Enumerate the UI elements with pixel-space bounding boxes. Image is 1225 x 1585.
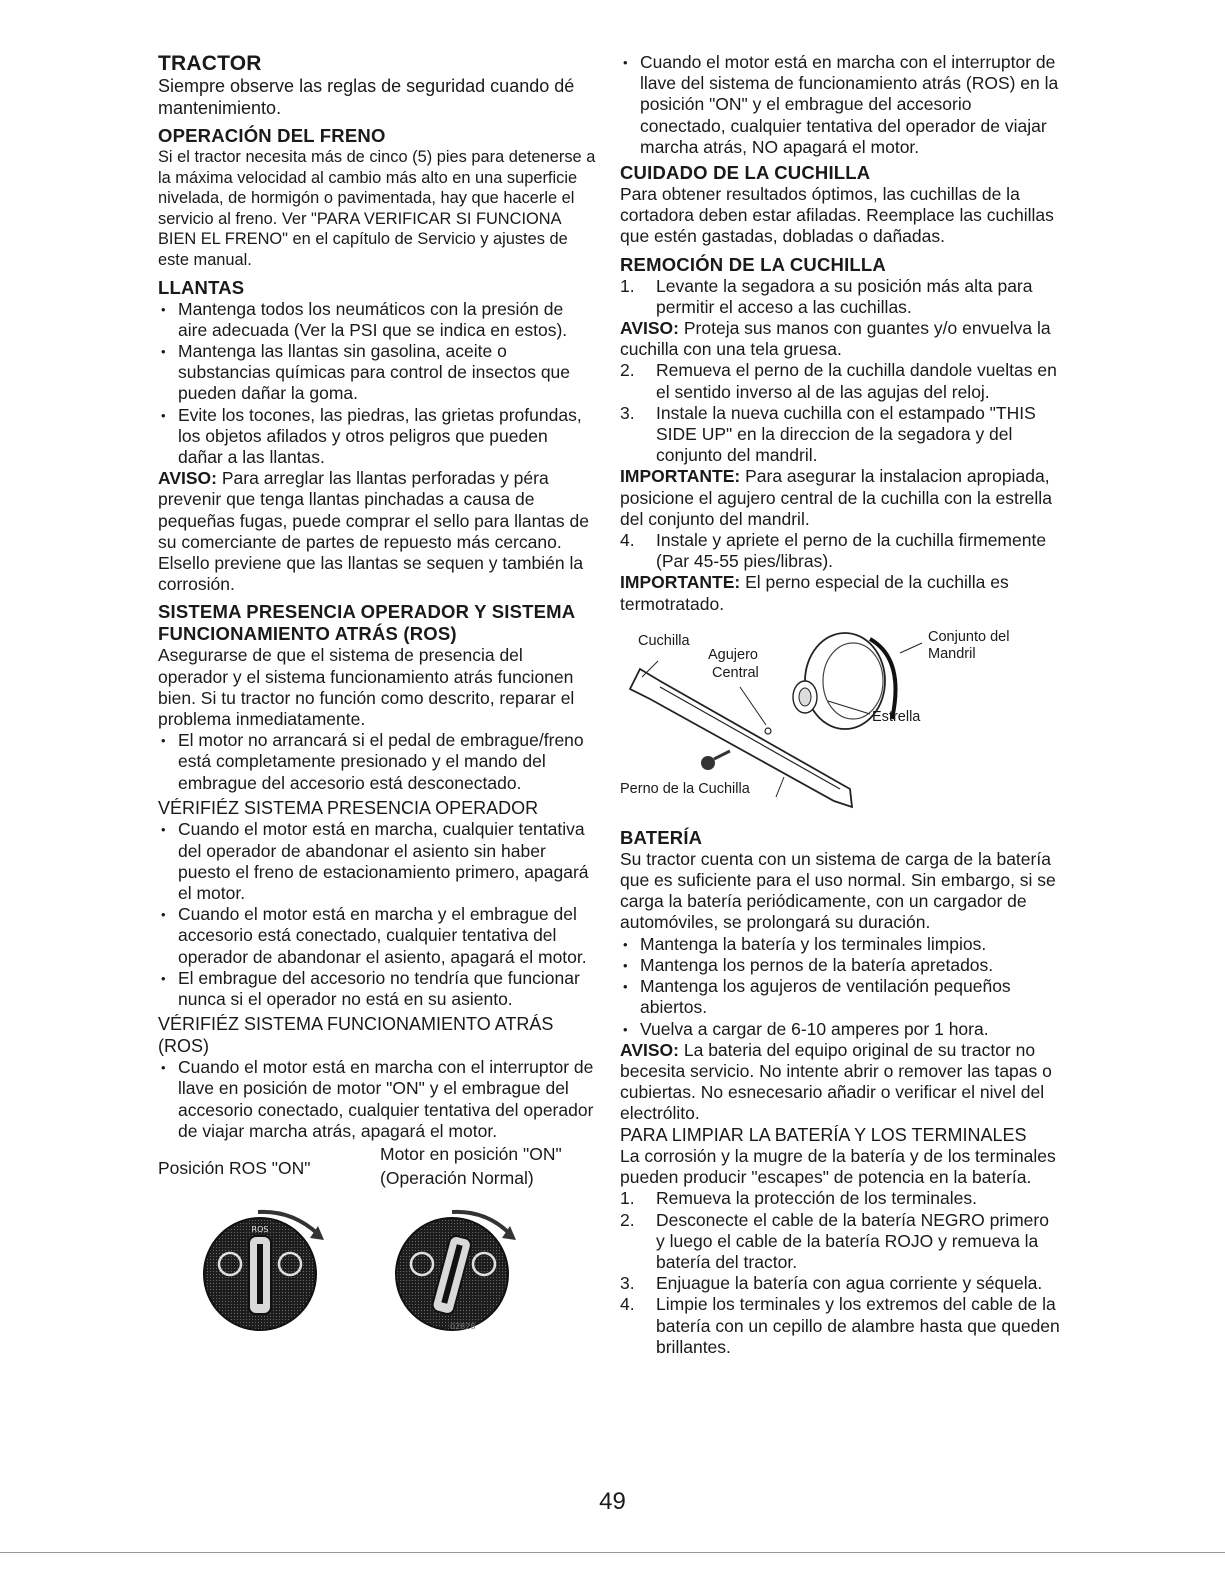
list-item: 2. Desconecte el cable de la batería NEGRO primero y luego el cable de la batería ROJO y remueva la batería del tractor. <box>620 1209 1049 1273</box>
list-item: 2. Remueva el perno de la cuchilla dandole vueltas en el sentido inverso al de las agujas del reloj. <box>620 360 1057 402</box>
list-item: • Vuelva a cargar de 6-10 amperes por 1 hora. <box>620 1019 1060 1040</box>
caption-motor-on: Motor en posición "ON" <box>380 1143 562 1164</box>
label-mandrel-1: Conjunto del <box>928 628 1010 645</box>
blade-care-text: Para obtener resultados óptimos, las cuchillas de la cortadora deben estar afiladas. Reemplace las cuchillas que estén gastadas, dobladas o dañadas. <box>620 184 1054 247</box>
brake-text: Si el tractor necesita más de cinco (5) pies para detenerse a la máxima velocidad al cambio más alto en una superficie nivelada, de hormigón o pavimentada, hay que hacerle el servicio al freno. Ver "PARA VERIFICAR SI FUNCIONA BIEN EL FRENO" en el capítulo de Servicio y ajustes de este manual. <box>158 148 596 269</box>
label-blade: Cuchilla <box>638 632 690 649</box>
list-item: 1. Levante la segadora a su posición más alta para permitir el acceso a las cuchillas. <box>620 275 1033 317</box>
caption-normal-operation: (Operación Normal) <box>380 1167 534 1188</box>
blade-diagram <box>620 629 1060 819</box>
battery-text: Su tractor cuenta con un sistema de carga de la batería que es suficiente para el uso normal. Sin embargo, si se carga la batería periódicamente, con un cargador de automóviles, se prolongará su duración. <box>620 848 1056 933</box>
label-center-hole-1: Agujero <box>708 646 758 663</box>
list-item: • Mantenga las llantas sin gasolina, aceite o substancias químicas para control de insectos que pueden dañar la goma. <box>158 341 596 405</box>
left-column <box>158 52 596 1331</box>
list-item: • Mantenga la batería y los terminales limpios. <box>620 934 1060 955</box>
blade-removal-steps-c <box>620 530 1060 572</box>
right-column <box>620 52 1060 1358</box>
list-item: • El embrague del accesorio no tendría que funcionar nunca si el operador no está en su asiento. <box>158 968 596 1010</box>
ros-text: Asegurarse de que el sistema de presencia del operador y el sistema funcionamiento atrás funcionen bien. Si tu tractor no función como descrito, reparar el problema inmediatamente. <box>158 645 575 730</box>
notice-text: Para arreglar las llantas perforadas y péra prevenir que tenga llantas pinchadas a causa de pequeñas fugas, puede comprar el sello para llantas de su comerciante de partes de repuesto más cercano. Elsello previene que las llantas se sequen y también la corrosión. <box>158 468 589 595</box>
verify-ros-heading: VÉRIFIÉZ SISTEMA FUNCIONAMIENTO ATRÁS (ROS) <box>158 1014 554 1056</box>
important-notice-2: IMPORTANTE: El perno especial de la cuchilla es termotratado. <box>620 572 1009 614</box>
list-item: 1. Remueva la protección de los terminales. <box>620 1188 977 1209</box>
label-star: Estrella <box>872 708 921 725</box>
label-blade-bolt: Perno de la Cuchilla <box>620 780 750 797</box>
verify-operator-heading: VÉRIFIÉZ SISTEMA PRESENCIA OPERADOR <box>158 797 539 818</box>
tires-heading: LLANTAS <box>158 276 245 298</box>
label-center-hole-2: Central <box>712 664 759 681</box>
bottom-rule <box>0 1552 1225 1553</box>
battery-notice: AVISO: La bateria del equipo original de su tractor no becesita servicio. No intente abrir o remover las tapas o cubiertas. No esnecesario añadir o verificar el nivel del electrólito. <box>620 1039 1052 1124</box>
blade-removal-heading: REMOCIÓN DE LA CUCHILLA <box>620 253 886 275</box>
ros-heading: SISTEMA PRESENCIA OPERADOR Y SISTEMA FUNCIONAMIENTO ATRÁS (ROS) <box>158 601 575 645</box>
figure-code: 02828 <box>450 1321 476 1331</box>
notice-label: AVISO: <box>158 468 217 489</box>
ros-list <box>158 730 596 794</box>
page-number: 49 <box>599 1488 626 1515</box>
list-item: • Mantenga todos los neumáticos con la presión de aire adecuada (Ver la PSI que se indica en estos). <box>158 299 596 341</box>
tractor-heading: TRACTOR <box>158 52 262 75</box>
caption-ros-on: Posición ROS "ON" <box>158 1157 311 1178</box>
list-item: 3. Instale la nueva cuchilla con el estampado "THIS SIDE UP" en la direccion de la segadora y del conjunto del mandril. <box>620 402 1036 466</box>
tires-notice <box>158 468 596 595</box>
verify-operator-list <box>158 819 596 1010</box>
battery-list <box>620 934 1060 1040</box>
important-notice-1: IMPORTANTE: Para asegurar la instalacion apropiada, posicione el agujero central de la cuchilla con la estrella del conjunto del mandril. <box>620 466 1052 529</box>
ros-list-continued <box>620 52 1060 158</box>
list-item: • Cuando el motor está en marcha con el interruptor de llave en posición de motor "ON" y el embrague del accesorio conectado, cualquier tentativa del operador de viajar marcha atrás, apagará el motor. <box>158 1057 596 1142</box>
tires-list <box>158 299 596 469</box>
list-item: • El motor no arrancará si el pedal de embrague/freno está completamente presionado y el mando del embrague del accesorio está desconectado. <box>158 730 596 794</box>
verify-ros-list <box>158 1057 596 1142</box>
list-item: • Cuando el motor está en marcha y el embrague del accesorio está conectado, cualquier tentativa del operador de abandonar el asiento, apagará el motor. <box>158 904 596 968</box>
list-item: • Mantenga los agujeros de ventilación pequeños abiertos. <box>620 976 1060 1018</box>
key-switch-figure <box>158 1143 596 1331</box>
key-switch-motor-on-icon <box>390 1204 520 1334</box>
label-mandrel-2: Mandril <box>928 645 976 662</box>
clean-battery-text: La corrosión y la mugre de la batería y de los terminales pueden producir "escapes" de potencia en la batería. <box>620 1146 1056 1188</box>
blade-removal-steps-b <box>620 360 1060 466</box>
brake-heading: OPERACIÓN DEL FRENO <box>158 125 386 146</box>
gloves-notice: AVISO: Proteja sus manos con guantes y/o envuelva la cuchilla con una tela gruesa. <box>620 318 1051 360</box>
list-item: 4. Instale y apriete el perno de la cuchilla firmemente (Par 45-55 pies/libras). <box>620 530 1047 572</box>
battery-heading: BATERÍA <box>620 826 703 848</box>
clean-battery-steps <box>620 1188 1060 1358</box>
tractor-intro: Siempre observe las reglas de seguridad cuando dé mantenimiento. <box>158 76 575 118</box>
clean-battery-heading: PARA LIMPIAR LA BATERÍA Y LOS TERMINALES <box>620 1124 1027 1145</box>
list-item: • Mantenga los pernos de la batería apretados. <box>620 955 1060 976</box>
blade-care-heading: CUIDADO DE LA CUCHILLA <box>620 162 871 184</box>
blade-removal-steps-a <box>620 276 1060 318</box>
list-item: 4. Limpie los terminales y los extremos del cable de la batería con un cepillo de alambre hasta que queden brillantes. <box>620 1294 1060 1357</box>
list-item: 3. Enjuague la batería con agua corriente y séquela. <box>620 1273 1043 1294</box>
list-item: • Cuando el motor está en marcha con el interruptor de llave del sistema de funcionamiento atrás (ROS) en la posición "ON" y el embrague del accesorio conectado, cualquier tentativa del operador de viajar marcha atrás, NO apagará el motor. <box>620 52 1060 158</box>
svg-text:ROS: ROS <box>251 1224 269 1234</box>
list-item: • Cuando el motor está en marcha, cualquier tentativa del operador de abandonar el asiento sin haber puesto el freno de estacionamiento primero, apagará el motor. <box>158 819 596 904</box>
list-item: • Evite los tocones, las piedras, las grietas profundas, los objetos afilados y otros peligros que pueden dañar a las llantas. <box>158 405 596 469</box>
key-switch-ros-icon <box>200 1204 330 1334</box>
